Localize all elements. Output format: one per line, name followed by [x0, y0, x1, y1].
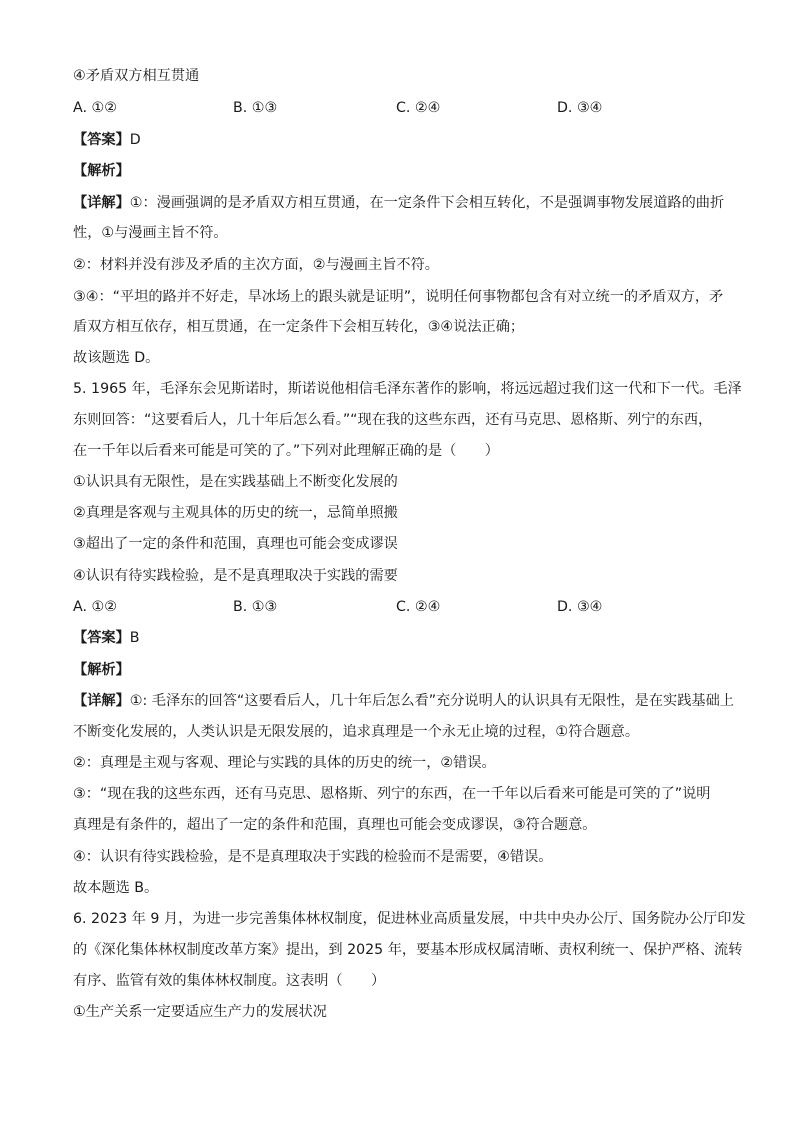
q5-detail-line: 不断变化发展的，人类认识是无限发展的，追求真理是一个永无止境的过程，①符合题意。 — [73, 724, 640, 740]
q5-item-4: ④认识有待实践检验，是不是真理取决于实践的需要 — [73, 568, 398, 584]
q5-detail-line: ②：真理是主观与客观、理论与实践的具体的历史的统一，②错误。 — [73, 755, 496, 771]
detail-text: ①: 毛泽东的回答“这要看后人，几十年后怎么看”充分说明人的认识具有无限性，是在实践基础上 — [129, 693, 734, 709]
q6-stem-line: 6. 2023 年 9 月，为进一步完善集体林权制度，促进林业高质量发展，中共中央办公厅、国务院办公厅印发 — [73, 911, 746, 927]
answer-value: D — [129, 132, 141, 148]
q4-option-d: D. ③④ — [557, 100, 603, 116]
q4-answer — [73, 130, 733, 150]
q4-detail-line: ②：材料并没有涉及矛盾的主次方面，②与漫画主旨不符。 — [73, 257, 439, 273]
q5-analysis-heading — [73, 660, 733, 680]
q5-answer — [73, 628, 733, 648]
q5-detail-line: 故本题选 B。 — [73, 880, 159, 896]
q4-option-c: C. ②④ — [396, 100, 441, 116]
q5-stem-line: 东则回答：“这要看后人，几十年后怎么看。”“现在我的这些东西，还有马克思、恩格斯、列宁的东西， — [73, 412, 713, 428]
q5-stem-line: 在一千年以后看来可能是可笑的了。”下列对此理解正确的是（ ） — [73, 443, 499, 459]
q5-stem-line: 5. 1965 年，毛泽东会见斯诺时，斯诺说他相信毛泽东著作的影响，将远远超过我们这一代和下一代。毛泽 — [73, 381, 742, 397]
q4-detail-line: ③④：“平坦的路并不好走，旱冰场上的跟头就是证明”，说明任何事物都包含有对立统一的矛盾双方，矛 — [73, 289, 724, 305]
q5-item-2: ②真理是客观与主观具体的历史的统一，忌简单照搬 — [73, 505, 398, 521]
q5-detail-line: ④：认识有待实践检验，是不是真理取决于实践的检验而不是需要，④错误。 — [73, 849, 553, 865]
q4-item-4: ④矛盾双方相互贯通 — [73, 68, 200, 84]
analysis-tag: 【解析】 — [73, 662, 130, 678]
detail-tag: 【详解】 — [73, 693, 130, 709]
q5-detail-line: 真理是有条件的，超出了一定的条件和范围，真理也可能会变成谬误，③符合题意。 — [73, 817, 597, 833]
q4-analysis-heading — [73, 161, 733, 181]
q4-option-b: B. ①③ — [233, 100, 278, 116]
q4-option-a: A. ①② — [73, 100, 117, 116]
q5-option-a: A. ①② — [73, 599, 117, 615]
q6-item-1: ①生产关系一定要适应生产力的发展状况 — [73, 1004, 327, 1020]
detail-tag: 【详解】 — [73, 195, 130, 211]
answer-value: B — [129, 630, 140, 646]
q5-detail-line — [73, 691, 733, 711]
q5-detail-line: ③：“现在我的这些东西，还有马克思、恩格斯、列宁的东西，在一千年以后看来可能是可笑的了”说明 — [73, 786, 711, 802]
q6-stem-line: 有序、监管有效的集体林权制度。这表明（ ） — [73, 973, 386, 989]
q5-item-3: ③超出了一定的条件和范围，真理也可能会变成谬误 — [73, 536, 398, 552]
q6-stem-line: 的《深化集体林权制度改革方案》提出，到 2025 年，要基本形成权属清晰、责权利统一、保护严格、流转 — [73, 942, 743, 958]
answer-tag: 【答案】 — [73, 132, 130, 148]
q5-item-1: ①认识具有无限性，是在实践基础上不断变化发展的 — [73, 474, 398, 490]
q5-option-d: D. ③④ — [557, 599, 603, 615]
q4-detail-line: 盾双方相互依存，相互贯通，在一定条件下会相互转化，③④说法正确； — [73, 319, 525, 335]
analysis-tag: 【解析】 — [73, 163, 130, 179]
q5-option-c: C. ②④ — [396, 599, 441, 615]
answer-tag: 【答案】 — [73, 630, 130, 646]
q5-option-b: B. ①③ — [233, 599, 278, 615]
q4-detail-line: 性，①与漫画主旨不符。 — [73, 225, 228, 241]
detail-text: ①：漫画强调的是矛盾双方相互贯通，在一定条件下会相互转化，不是强调事物发展道路的曲折 — [129, 195, 725, 211]
q4-detail-line: 故该题选 D。 — [73, 350, 160, 366]
q4-detail-line — [73, 193, 733, 213]
